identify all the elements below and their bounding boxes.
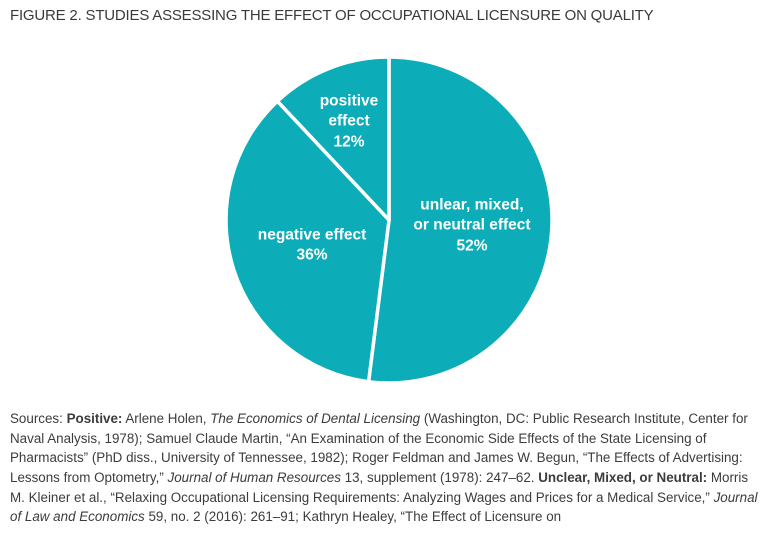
sources-bold-segment: Positive: bbox=[66, 411, 123, 426]
sources-italic-segment: The Economics of Dental Licensing bbox=[210, 411, 421, 426]
pie-chart-area bbox=[219, 50, 559, 390]
figure-title: FIGURE 2. STUDIES ASSESSING THE EFFECT OF OCCUPATIONAL LICENSURE ON QUALITY bbox=[10, 7, 654, 24]
sources-bold-segment: Unclear, Mixed, or Neutral: bbox=[538, 469, 708, 485]
sources-plain-segment: 13, supplement (1978): 247–62. bbox=[340, 469, 539, 485]
pie-label-percent: 52% bbox=[456, 237, 488, 255]
pie-label-line: unlear, mixed, bbox=[420, 196, 524, 214]
pie-label-line: positive bbox=[319, 92, 379, 110]
pie-label-unclear-mixed-neutral bbox=[413, 195, 530, 256]
pie-label-line: or neutral effect bbox=[413, 216, 531, 234]
pie-label-percent: 36% bbox=[296, 247, 328, 264]
sources-plain-segment: 59, no. 2 (2016): 261–91; Kathryn Healey, “The Effect of Licensure on bbox=[144, 509, 562, 525]
sources-plain-segment: Arlene Holen, bbox=[122, 411, 211, 426]
pie-label-positive bbox=[320, 91, 379, 152]
sources-plain-segment: Sources: bbox=[10, 411, 67, 426]
sources-plain-segment: (Washington, DC: Public Research Institute, Center for Naval Analysis, 1978); Samuel Claude Martin, “An Examination of the Economic Side Effects of the State Licensing of Pharmacists” (PhD diss., University of Tennessee, 1982); Roger Feldman and James W. Begun, “The Effects of Advertising: Lessons from Optometry,” bbox=[10, 411, 748, 485]
sources-text bbox=[10, 409, 760, 527]
pie-label-negative bbox=[258, 226, 367, 267]
sources-plain-segment: Morris M. Kleiner et al., “Relaxing Occupational Licensing Requirements: Analyzing Wages and Prices for a Medical Service,” bbox=[10, 469, 749, 505]
pie-label-line: effect bbox=[328, 112, 370, 130]
sources-italic-segment: Journal of Human Resources bbox=[167, 469, 341, 485]
pie-label-percent: 12% bbox=[333, 133, 365, 151]
pie-label-line: negative effect bbox=[257, 226, 367, 244]
sources-italic-segment: Journal of Law and Economics bbox=[10, 489, 758, 525]
